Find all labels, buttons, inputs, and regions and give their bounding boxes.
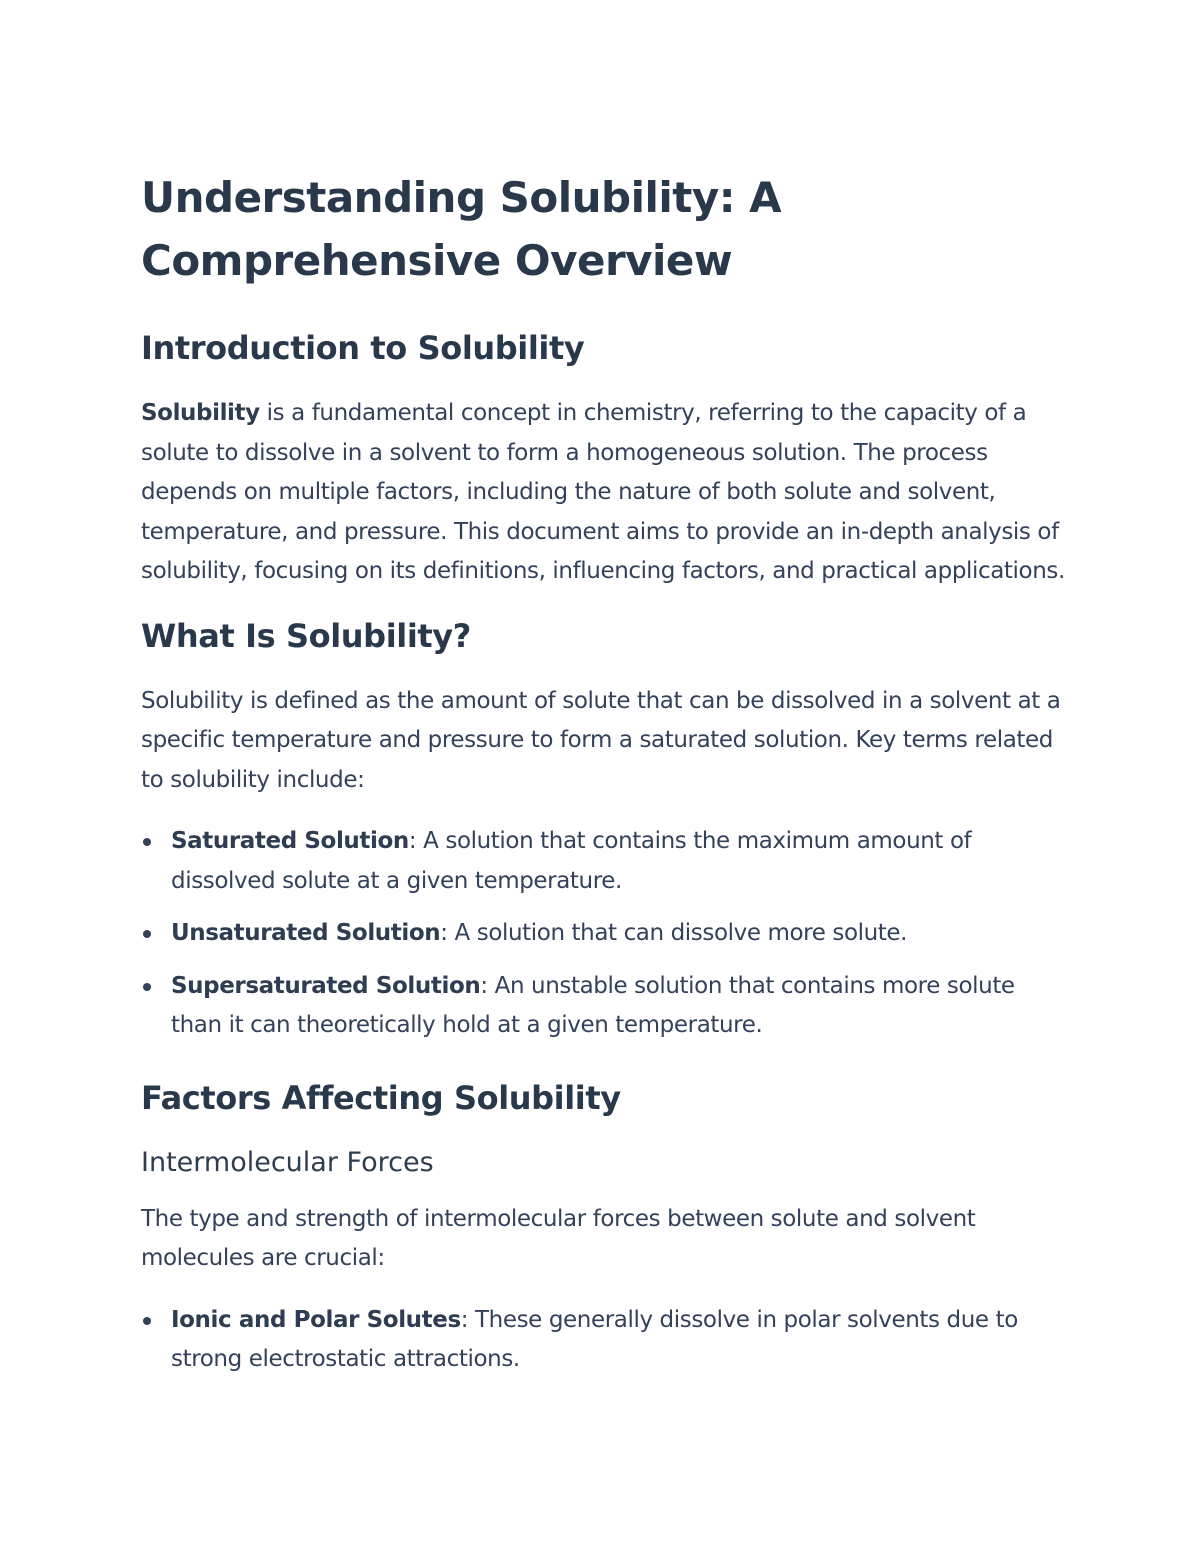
list-item-term: Unsaturated Solution xyxy=(171,920,441,946)
factors-list xyxy=(141,1301,1071,1380)
list-item-term: Saturated Solution xyxy=(171,828,409,854)
bullet-icon xyxy=(143,1317,151,1325)
definition-paragraph: Solubility is defined as the amount of solute that can be dissolved in a solvent at a specific temperature and pressure to form a saturated solution. Key terms related to solubility include: xyxy=(141,687,1061,793)
intro-text: is a fundamental concept in chemistry, referring to the capacity of a solute to dissolve in a solvent to form a homogeneous solution. The process depends on multiple factors, including the nature of both solute and solvent, temperature, and pressure. This document aims to provide an in-depth analysis of solubility, focusing on its definitions, influencing factors, and practical applications. xyxy=(141,400,1065,584)
heading-introduction: Introduction to Solubility xyxy=(141,329,585,367)
document-title: Understanding Solubility: A Comprehensive Overview xyxy=(141,173,782,285)
factors-paragraph: The type and strength of intermolecular forces between solute and solvent molecules are crucial: xyxy=(141,1205,976,1271)
key-terms-list xyxy=(141,822,1071,1046)
list-item xyxy=(141,967,1071,1046)
list-item xyxy=(141,1301,1071,1380)
document-page xyxy=(141,166,1071,1410)
list-item xyxy=(141,822,1071,901)
list-item-desc: : An unstable solution that contains more solute than it can theoretically hold at a given temperature. xyxy=(171,972,1015,1038)
bullet-icon xyxy=(143,930,151,938)
list-item-term: Supersaturated Solution xyxy=(171,972,481,999)
subheading-intermolecular-forces: Intermolecular Forces xyxy=(141,1146,434,1178)
list-item-term: Ionic and Polar Solutes xyxy=(171,1306,461,1333)
list-item-desc: : A solution that can dissolve more solute. xyxy=(440,920,908,946)
list-item-desc: : These generally dissolve in polar solvents due to strong electrostatic attractions. xyxy=(171,1306,1018,1372)
list-item xyxy=(141,914,1071,954)
bullet-icon xyxy=(143,838,151,846)
heading-factors: Factors Affecting Solubility xyxy=(141,1078,621,1117)
bullet-icon xyxy=(143,983,151,991)
intro-bold-term: Solubility xyxy=(141,400,260,426)
list-item-desc: : A solution that contains the maximum amount of dissolved solute at a given temperature. xyxy=(171,828,972,894)
heading-what-is-solubility: What Is Solubility? xyxy=(141,616,471,655)
intro-paragraph xyxy=(141,394,1071,592)
